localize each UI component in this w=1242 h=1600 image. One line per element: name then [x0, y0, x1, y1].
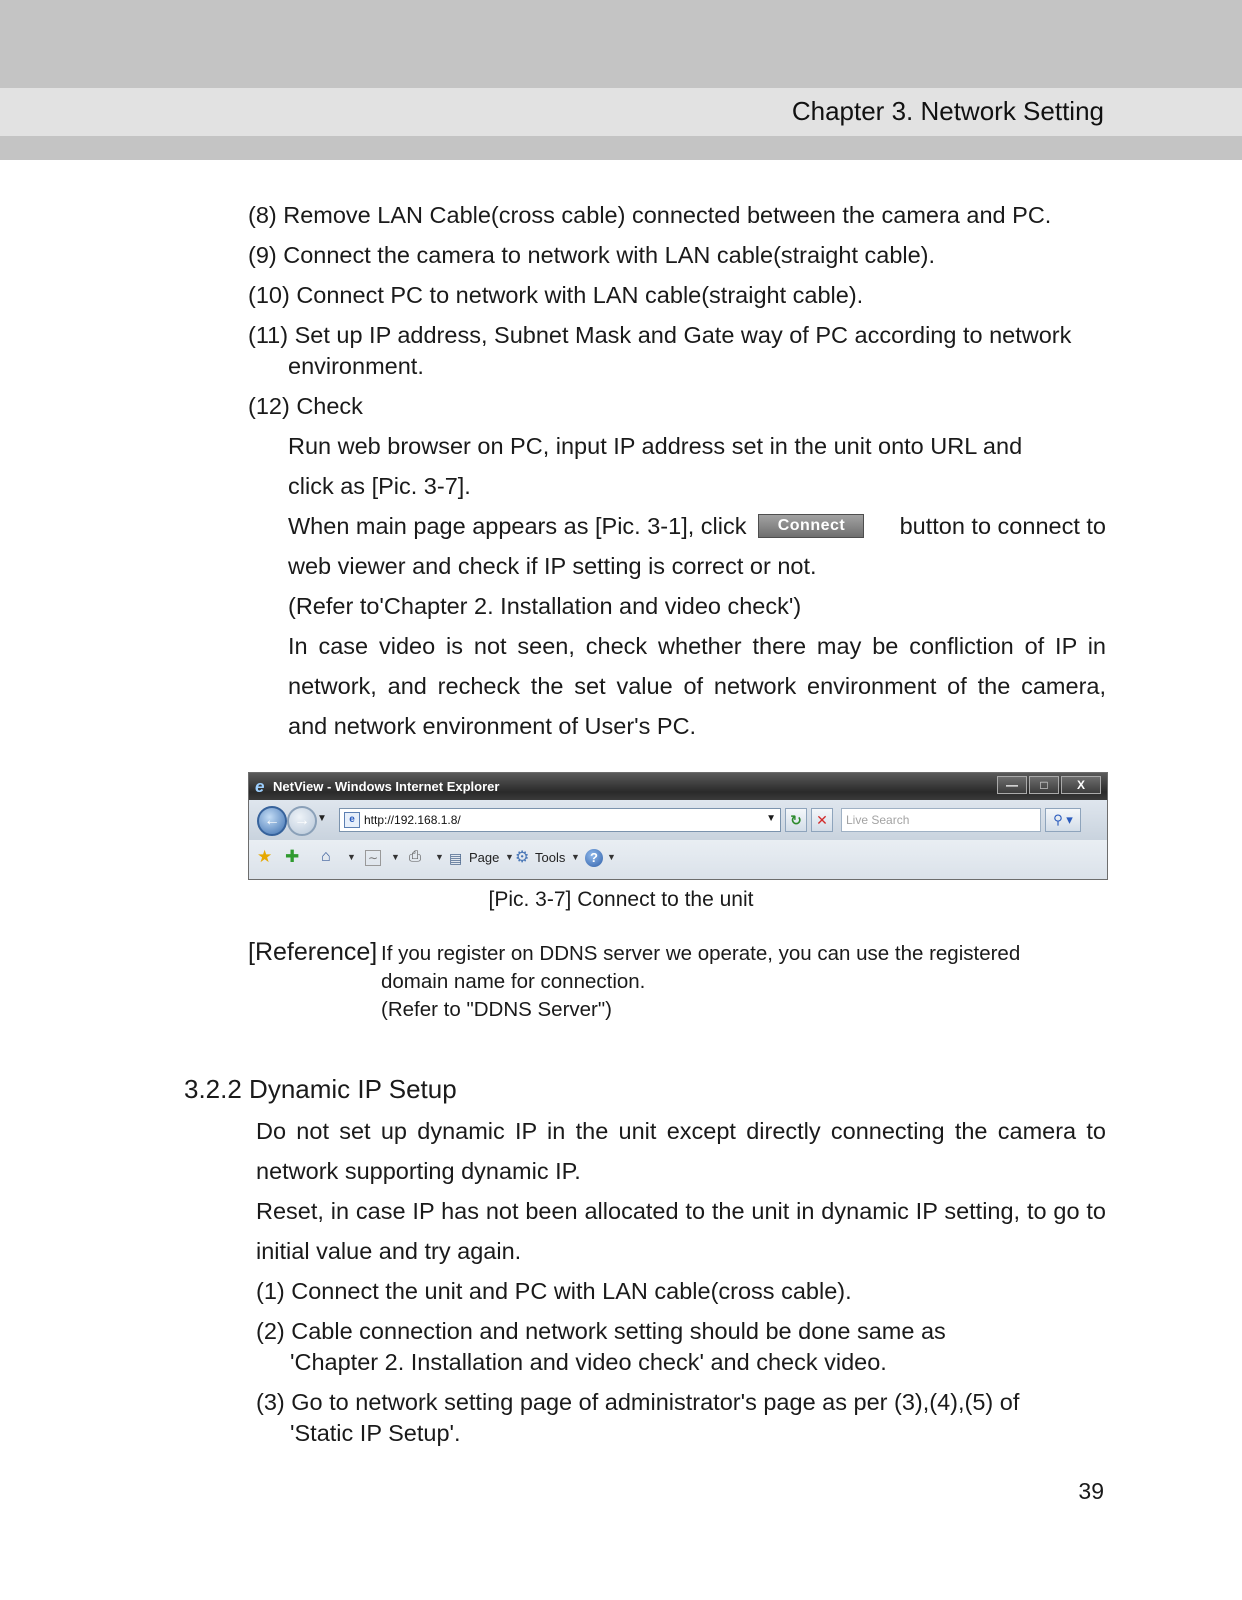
check-line-with-button — [288, 510, 1106, 542]
favorites-star-icon[interactable]: ★ — [257, 847, 273, 866]
dynamic-step-2: (2) Cable connection and network setting should be done same as — [256, 1318, 946, 1344]
print-dropdown-icon[interactable]: ▼ — [435, 852, 444, 862]
print-icon[interactable]: ⎙ — [409, 848, 422, 865]
back-icon[interactable]: ← — [257, 806, 287, 836]
browser-title-bar — [249, 773, 1107, 800]
check-line-text: When main page appears as [Pic. 3-1], click — [288, 513, 747, 539]
section-paragraph: initial value and try again. — [256, 1238, 522, 1264]
reference-text: (Refer to "DDNS Server") — [381, 998, 612, 1021]
section-paragraph: Reset, in case IP has not been allocated to the unit in dynamic IP setting, to go to — [256, 1198, 1106, 1224]
gear-icon[interactable]: ⚙ — [515, 849, 530, 866]
tools-dropdown-icon[interactable]: ▼ — [571, 852, 580, 862]
command-bar — [249, 840, 1107, 879]
section-paragraph: network supporting dynamic IP. — [256, 1158, 581, 1184]
url-text: http://192.168.1.8/ — [364, 813, 461, 827]
maximize-icon[interactable]: □ — [1029, 776, 1059, 794]
stop-icon[interactable]: ✕ — [811, 808, 833, 832]
search-placeholder: Live Search — [846, 813, 910, 827]
help-dropdown-icon[interactable]: ▼ — [607, 852, 616, 862]
window-controls — [995, 776, 1101, 794]
dynamic-step-3: (3) Go to network setting page of administrator's page as per (3),(4),(5) of — [256, 1389, 1020, 1415]
home-icon[interactable]: ⌂ — [321, 848, 331, 865]
page-dropdown-icon[interactable]: ▼ — [505, 852, 514, 862]
help-icon[interactable]: ? — [585, 849, 603, 867]
step-11: (11) Set up IP address, Subnet Mask and Gate way of PC according to network — [248, 322, 1072, 348]
ie-logo-icon: e — [255, 777, 265, 796]
address-bar-row — [249, 800, 1107, 840]
dynamic-step-1: (1) Connect the unit and PC with LAN cable(cross cable). — [256, 1278, 852, 1304]
dynamic-step-2-continued: 'Chapter 2. Installation and video check' and check video. — [290, 1349, 887, 1375]
minimize-icon[interactable]: — — [997, 776, 1027, 794]
page-icon: e — [344, 812, 360, 828]
forward-icon[interactable]: → — [287, 806, 317, 836]
section-paragraph: Do not set up dynamic IP in the unit except directly connecting the camera to — [256, 1118, 1106, 1144]
home-dropdown-icon[interactable]: ▼ — [347, 852, 356, 862]
reference-text: If you register on DDNS server we operate, you can use the registered — [381, 942, 1021, 965]
check-line: In case video is not seen, check whether there may be confliction of IP in — [288, 633, 1106, 659]
tools-menu[interactable]: Tools — [535, 850, 566, 865]
url-dropdown-icon[interactable]: ▼ — [766, 813, 776, 824]
step-12: (12) Check — [248, 393, 363, 419]
page-number: 39 — [1078, 1478, 1104, 1504]
section-heading: 3.2.2 Dynamic IP Setup — [184, 1074, 457, 1104]
search-icon[interactable]: ⚲ ▾ — [1045, 808, 1081, 832]
check-line: network, and recheck the set value of network environment of the camera, — [288, 673, 1106, 699]
page-icon[interactable]: ▤ — [449, 850, 463, 866]
check-line: and network environment of User's PC. — [288, 713, 697, 739]
step-9: (9) Connect the camera to network with LAN cable(straight cable). — [248, 242, 936, 268]
step-10: (10) Connect PC to network with LAN cable(straight cable). — [248, 282, 864, 308]
reference-text: domain name for connection. — [381, 970, 646, 993]
check-line: (Refer to'Chapter 2. Installation and video check') — [288, 593, 802, 619]
header-band-bottom — [0, 136, 1242, 160]
check-line: click as [Pic. 3-7]. — [288, 473, 471, 499]
add-favorites-icon[interactable]: ✚ — [285, 847, 300, 866]
check-line-text: button to connect to — [899, 513, 1106, 539]
chapter-title: Chapter 3. Network Setting — [791, 96, 1104, 126]
feeds-icon[interactable]: ∼ — [365, 850, 381, 866]
step-8: (8) Remove LAN Cable(cross cable) connected between the camera and PC. — [248, 202, 1052, 228]
check-line: web viewer and check if IP setting is correct or not. — [288, 553, 817, 579]
url-input[interactable] — [339, 808, 781, 832]
check-line: Run web browser on PC, input IP address set in the unit onto URL and — [288, 433, 1023, 459]
search-input[interactable] — [841, 808, 1041, 832]
dynamic-step-3-continued: 'Static IP Setup'. — [290, 1420, 461, 1446]
refresh-icon[interactable]: ↻ — [785, 808, 807, 832]
history-dropdown-icon[interactable]: ▼ — [317, 813, 327, 824]
browser-screenshot — [248, 772, 1108, 880]
feeds-dropdown-icon[interactable]: ▼ — [391, 852, 400, 862]
figure-caption: [Pic. 3-7] Connect to the unit — [488, 888, 754, 911]
step-11-continued: environment. — [288, 353, 424, 379]
header-band-top — [0, 0, 1242, 88]
reference-label: [Reference] — [248, 938, 378, 966]
browser-title: NetView - Windows Internet Explorer — [273, 779, 500, 794]
page-menu[interactable]: Page — [469, 850, 500, 865]
connect-button[interactable]: Connect — [758, 514, 864, 538]
close-icon[interactable]: X — [1061, 776, 1101, 794]
